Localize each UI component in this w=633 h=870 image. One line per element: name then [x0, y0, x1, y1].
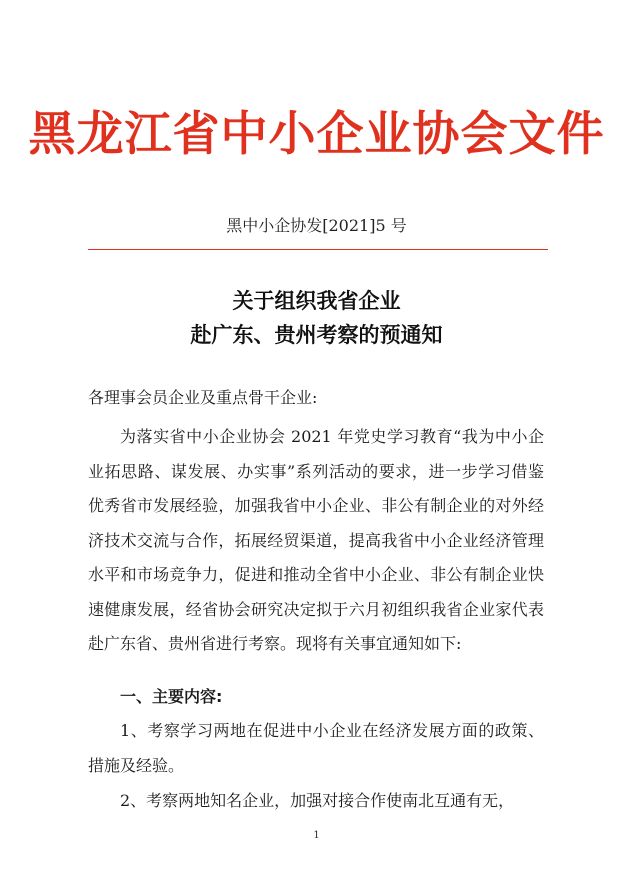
list-item-2: 2、考察两地知名企业，加强对接合作使南北互通有无， [120, 791, 515, 810]
page-number: 1 [313, 830, 320, 841]
notice-title-line-2: 赴广东、贵州考察的预通知 [190, 323, 443, 347]
section-heading-main-content: 一、主要内容: [120, 687, 223, 706]
header-divider [88, 249, 548, 250]
list-item-1: 1、考察学习两地在促进中小企业在经济发展方面的政策、措施及经验。 [88, 721, 544, 775]
body-paragraph: 为落实省中小企业协会 2021 年党史学习教育“我为中小企业拓思路、谋发展、办实事”系列活动的要求，进一步学习借鉴优秀省市发展经验，加强我省中小企业、非公有制企业的对外经济技术交流与合作，拓展经贸渠道，提高我省中小企业经济管理水平和市场竞争力，促进和推动全省中小企业、非公有制企业快速健康发展，经省协会研究决定拟于六月初组织我省企业家代表赴广东省、贵州省进行考察。现将有关事宜通知如下: [88, 427, 544, 653]
notice-title-line-1: 关于组织我省企业 [232, 289, 401, 313]
document-header-title: 黑龙江省中小企业协会文件 [28, 107, 605, 162]
document-number: 黑中小企协发[2021]5 号 [226, 216, 407, 235]
salutation: 各理事会员企业及重点骨干企业: [88, 388, 318, 407]
